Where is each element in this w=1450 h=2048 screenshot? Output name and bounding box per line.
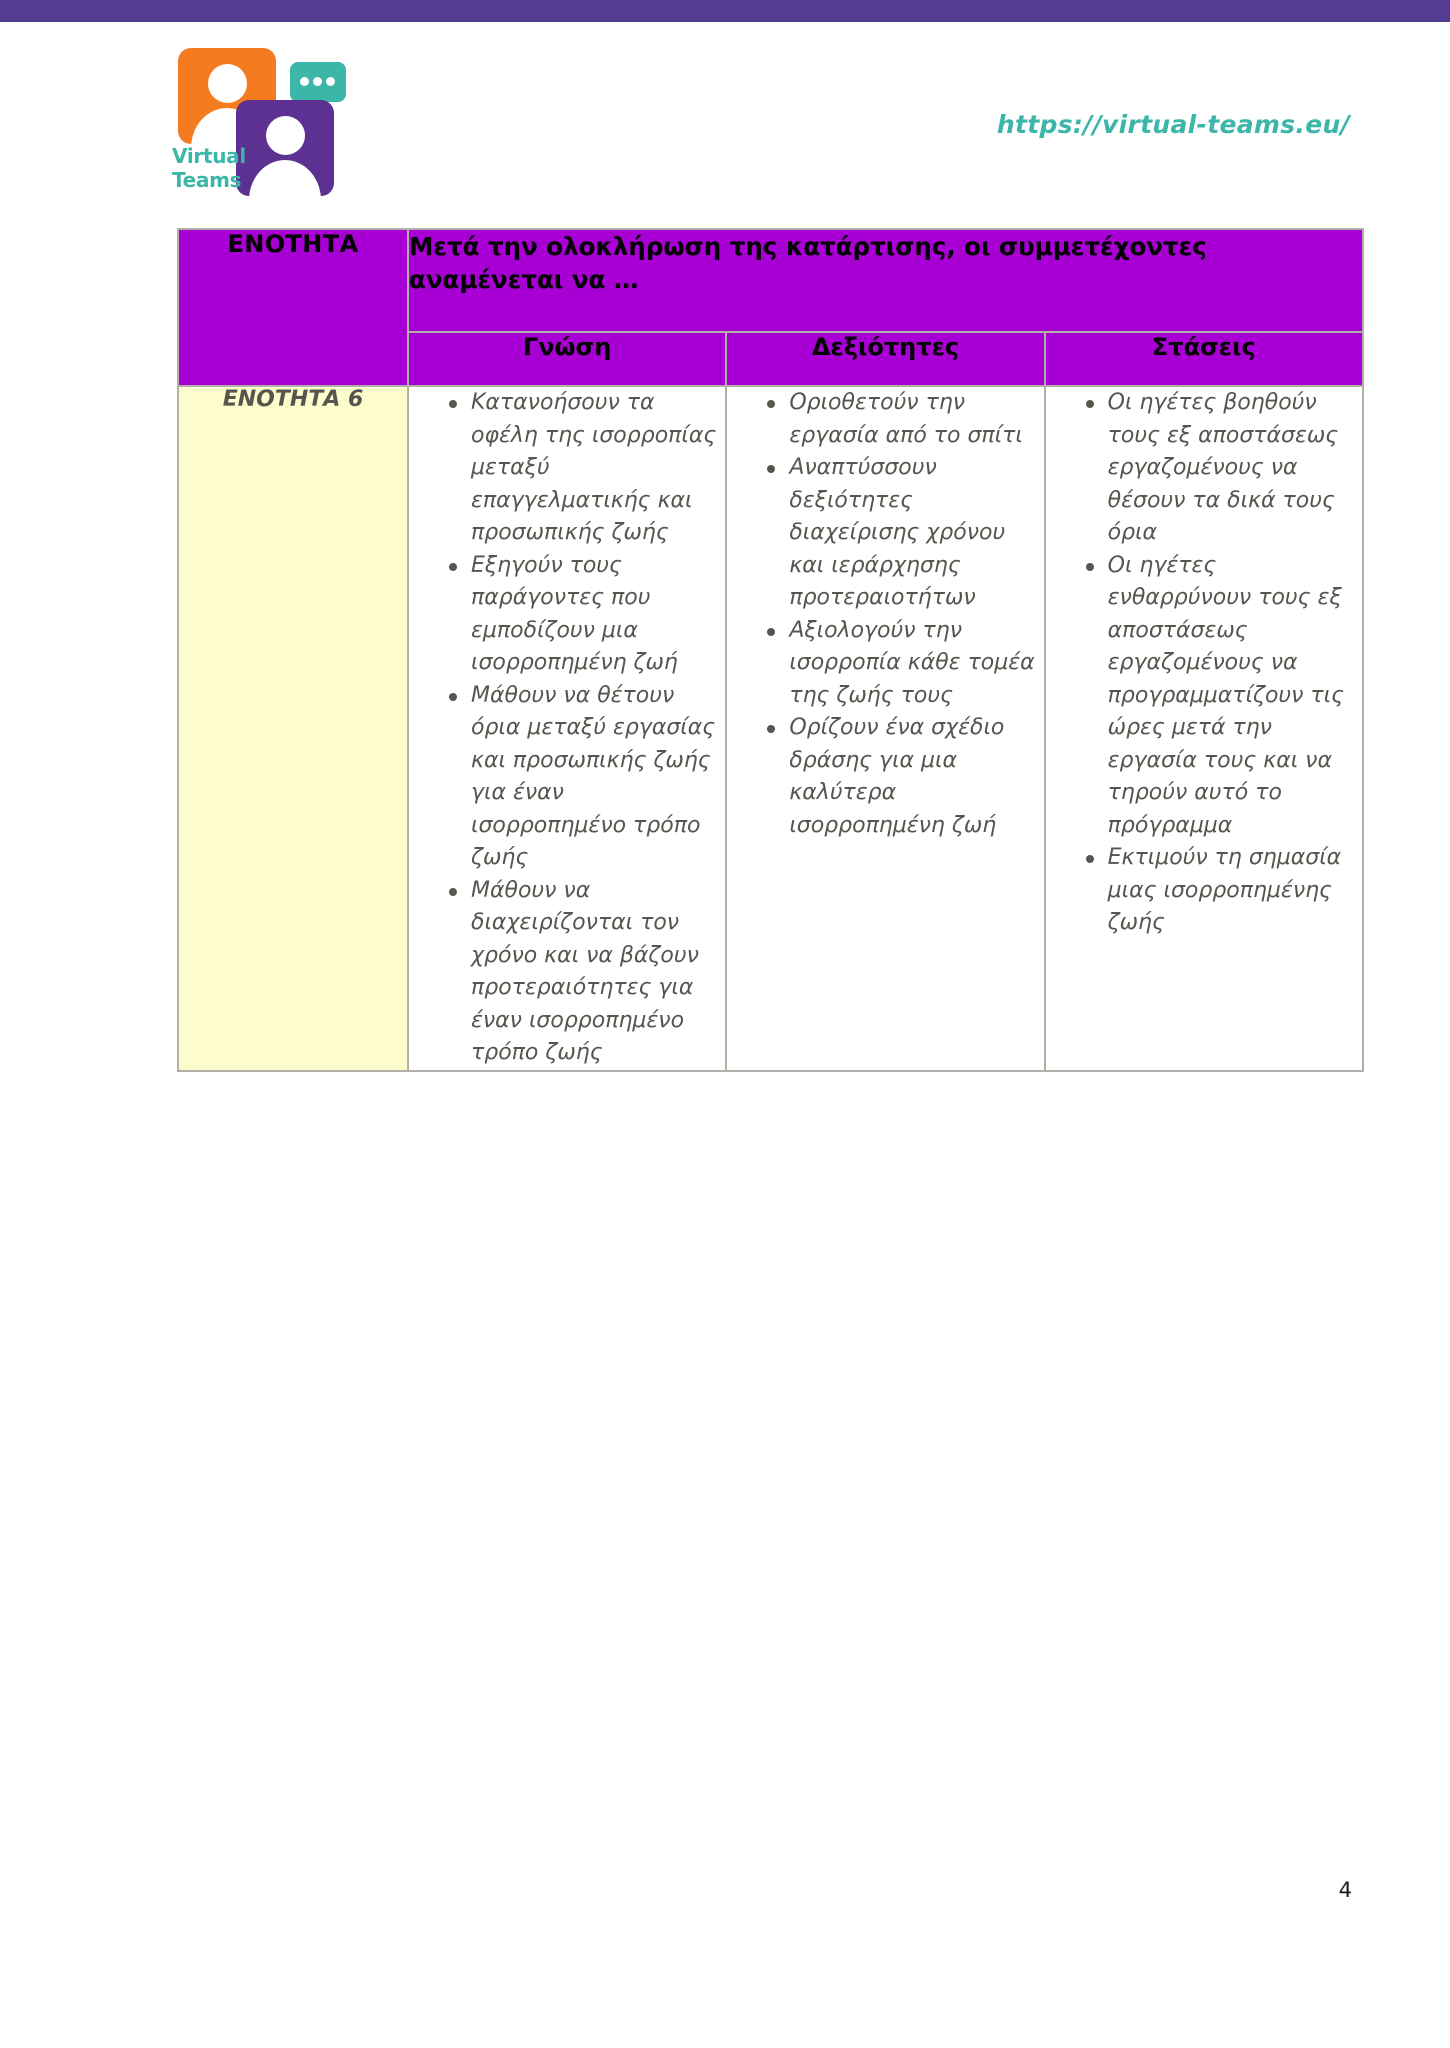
list-item: Οι ηγέτες βοηθούν τους εξ αποστάσεως εργαζομένους να θέσουν τα δικά τους όρια — [1086, 387, 1362, 550]
page-number: 4 — [1338, 1878, 1352, 1902]
chat-bubble-icon — [290, 62, 346, 102]
skills-list — [727, 387, 1043, 842]
unit-label-cell: ΕΝΟΤΗΤΑ 6 — [178, 386, 408, 1071]
bubble-dot-icon — [326, 77, 335, 86]
logo-wordmark — [172, 144, 272, 192]
list-item: Εκτιμούν τη σημασία μιας ισορροπημένης ζωής — [1086, 842, 1362, 940]
list-item: Κατανοήσουν τα οφέλη της ισορροπίας μεταξύ επαγγελματικής και προσωπικής ζωής — [449, 387, 725, 550]
table-intro-cell: Μετά την ολοκλήρωση της κατάρτισης, οι συμμετέχοντες αναμένεται να … — [408, 229, 1363, 332]
column-header-skills: Δεξιότητες — [726, 332, 1044, 386]
bubble-dot-icon — [313, 77, 322, 86]
list-item: Αναπτύσσουν δεξιότητες διαχείρισης χρόνου και ιεράρχησης προτεραιοτήτων — [767, 452, 1043, 615]
column-header-knowledge: Γνώση — [408, 332, 726, 386]
person-head-icon — [208, 64, 247, 103]
list-item: Μάθουν να θέτουν όρια μεταξύ εργασίας και προσωπικής ζωής για έναν ισορροπημένο τρόπο ζωής — [449, 680, 725, 875]
unit-column-header: ΕΝΟΤΗΤΑ — [178, 229, 408, 386]
logo-wordmark-line1: Virtual — [172, 144, 246, 168]
top-purple-band — [0, 0, 1450, 22]
list-item: Εξηγούν τους παράγοντες που εμποδίζουν μια ισορροπημένη ζωή — [449, 550, 725, 680]
list-item: Ορίζουν ένα σχέδιο δράσης για μια καλύτερα ισορροπημένη ζωή — [767, 712, 1043, 842]
list-item: Οριοθετούν την εργασία από το σπίτι — [767, 387, 1043, 452]
knowledge-cell — [408, 386, 726, 1071]
page-header — [0, 22, 1450, 192]
list-item: Αξιολογούν την ισορροπία κάθε τομέα της ζωής τους — [767, 615, 1043, 713]
list-item: Οι ηγέτες ενθαρρύνουν τους εξ αποστάσεως εργαζομένους να προγραμματίζουν τις ώρες μετά την εργασία τους και να τηρούν αυτό το πρόγραμμα — [1086, 550, 1362, 843]
skills-cell — [726, 386, 1044, 1071]
attitudes-cell — [1045, 386, 1363, 1071]
table-header-row — [178, 229, 1363, 332]
knowledge-list — [409, 387, 725, 1070]
learning-outcomes-table — [177, 228, 1364, 1072]
bubble-dot-icon — [300, 77, 309, 86]
site-url-link[interactable]: https://virtual-teams.eu/ — [996, 110, 1350, 139]
attitudes-list — [1046, 387, 1362, 940]
virtual-teams-logo — [172, 44, 362, 192]
list-item: Μάθουν να διαχειρίζονται τον χρόνο και να βάζουν προτεραιότητες για έναν ισορροπημένο τρόπο ζωής — [449, 875, 725, 1070]
logo-wordmark-line2: Teams — [172, 168, 242, 192]
table-row — [178, 386, 1363, 1071]
column-header-attitudes: Στάσεις — [1045, 332, 1363, 386]
